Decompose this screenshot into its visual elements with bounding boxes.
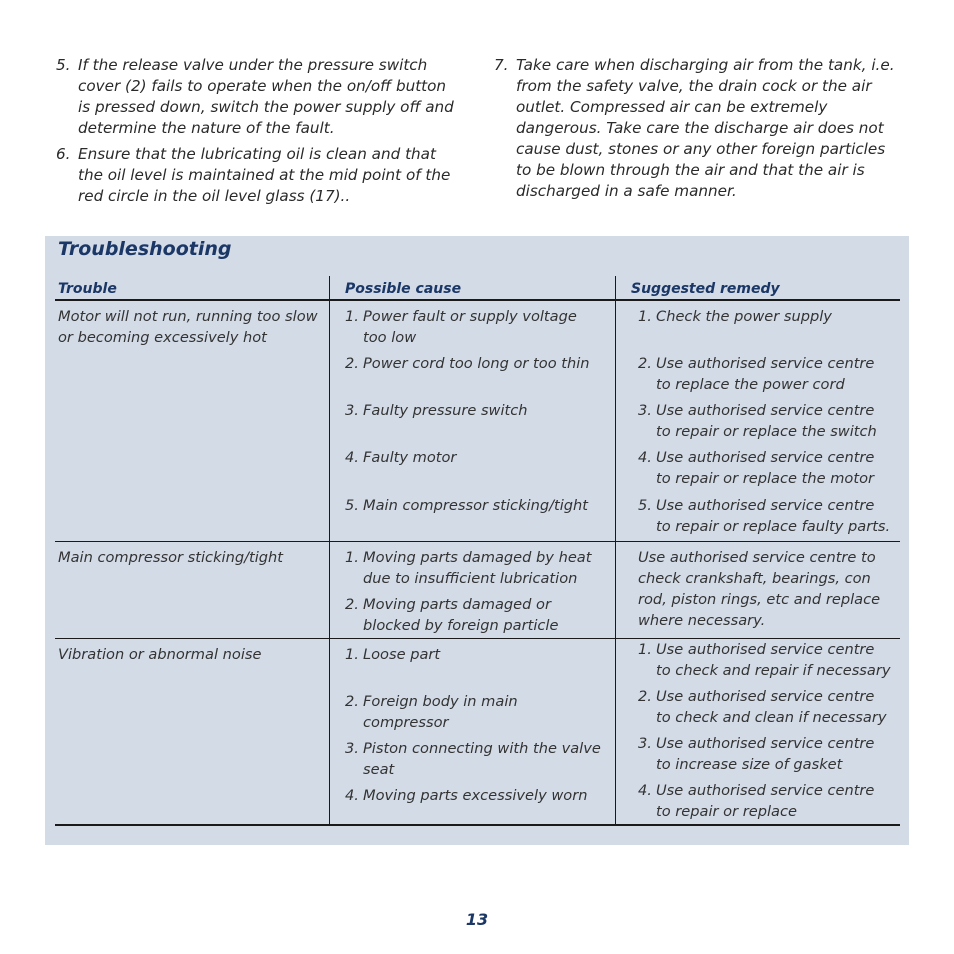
remedy-cell (615, 301, 900, 541)
list-item (345, 400, 605, 447)
table-header (55, 276, 900, 301)
item-text: Moving parts damaged or blocked by foreign particle (363, 596, 559, 634)
list-item (638, 686, 892, 728)
list-item (345, 353, 605, 400)
item-number: 5. (638, 497, 652, 514)
item-text: Moving parts damaged by heat due to insufficient lubrication (363, 549, 592, 587)
intro-item-number: 7. (494, 56, 509, 74)
intro-item (56, 55, 461, 139)
item-number: 3. (638, 735, 652, 752)
header-possible-cause: Possible cause (329, 276, 615, 299)
item-number: 2. (638, 688, 652, 705)
list-item (345, 644, 605, 691)
item-text: Use authorised service centre to check and repair if necessary (656, 641, 891, 679)
list-item (638, 447, 892, 495)
list-item (345, 738, 605, 785)
item-text: Check the power supply (656, 308, 832, 325)
item-number: 1. (638, 641, 652, 658)
item-number: 5. (345, 497, 359, 514)
intro-item-text: Take care when discharging air from the tank, i.e. from the safety valve, the drain cock or the air outlet. Compressed air can be extremely dangerous. Take care the discharge air does not cause dust, stones or any other foreign particles to be blown through the air and that the air is discharged in a safe manner. (516, 56, 895, 200)
item-number: 1. (345, 549, 359, 566)
troubleshooting-panel (45, 236, 909, 845)
item-text: Use authorised service centre to repair or replace the motor (656, 449, 875, 487)
section-title: Troubleshooting (58, 238, 232, 260)
trouble-cell: Vibration or abnormal noise (58, 646, 262, 663)
list-item (638, 353, 892, 400)
cause-cell (329, 301, 615, 541)
list-item (345, 785, 605, 806)
cause-cell (329, 639, 615, 824)
item-text: Use authorised service centre to check and clean if necessary (656, 688, 887, 726)
remedy-cell (615, 639, 900, 824)
item-number: 3. (345, 402, 359, 419)
item-text: Use authorised service centre to replace the power cord (656, 355, 875, 393)
item-text: Use authorised service centre to repair or replace (656, 782, 875, 820)
item-text: Power fault or supply voltage too low (363, 308, 577, 346)
list-item (345, 495, 605, 516)
list-item (345, 306, 605, 353)
item-text: Faulty pressure switch (363, 402, 528, 419)
intro-item-text: If the release valve under the pressure switch cover (2) fails to operate when the on/off button is pressed down, switch the power supply off and determine the nature of the fault. (78, 56, 454, 137)
item-number: 2. (345, 355, 359, 372)
item-number: 1. (345, 308, 359, 325)
intro-item-number: 5. (56, 56, 71, 74)
item-text: Foreign body in main compressor (363, 693, 518, 731)
remedy-cell: Use authorised service centre to check crankshaft, bearings, con rod, piston rings, etc and replace where necessary. (615, 542, 900, 638)
item-text: Moving parts excessively worn (363, 787, 588, 804)
intro-left-column (56, 55, 461, 212)
list-item (638, 495, 892, 537)
item-number: 3. (638, 402, 652, 419)
item-text: Faulty motor (363, 449, 457, 466)
item-text: Main compressor sticking/tight (363, 497, 589, 514)
trouble-cell: Main compressor sticking/tight (58, 549, 284, 566)
list-item (345, 447, 605, 495)
item-number: 4. (638, 782, 652, 799)
table-row (55, 301, 900, 542)
list-item (345, 594, 605, 636)
header-trouble: Trouble (58, 281, 117, 297)
list-item (638, 639, 892, 681)
list-item (638, 306, 892, 353)
item-text: Use authorised service centre to repair or replace the switch (656, 402, 877, 440)
intro-item (494, 55, 899, 202)
item-number: 4. (638, 449, 652, 466)
table-row (55, 639, 900, 826)
item-text: Loose part (363, 646, 441, 663)
item-number: 1. (638, 308, 652, 325)
header-suggested-remedy: Suggested remedy (615, 276, 900, 299)
list-item (345, 691, 605, 738)
intro-item-number: 6. (56, 145, 71, 163)
item-text: Use authorised service centre to increase size of gasket (656, 735, 875, 773)
item-number: 3. (345, 740, 359, 757)
cause-cell (329, 542, 615, 638)
item-text: Piston connecting with the valve seat (363, 740, 601, 778)
item-number: 2. (638, 355, 652, 372)
item-number: 1. (345, 646, 359, 663)
list-item (638, 780, 892, 822)
item-number: 2. (345, 693, 359, 710)
item-number: 4. (345, 449, 359, 466)
troubleshooting-table (55, 276, 900, 826)
table-row (55, 542, 900, 639)
item-text: Power cord too long or too thin (363, 355, 590, 372)
list-item (638, 733, 892, 775)
list-item (638, 400, 892, 447)
list-item (345, 547, 605, 589)
page-number: 13 (465, 910, 489, 929)
intro-item-text: Ensure that the lubricating oil is clean and that the oil level is maintained at the mid point of the red circle in the oil level glass (17).. (78, 145, 451, 205)
intro-right-column (494, 55, 899, 207)
item-number: 2. (345, 596, 359, 613)
trouble-cell: Motor will not run, running too slow or becoming excessively hot (58, 308, 318, 346)
item-text: Use authorised service centre to repair or replace faulty parts. (656, 497, 891, 535)
item-number: 4. (345, 787, 359, 804)
intro-item (56, 144, 461, 207)
